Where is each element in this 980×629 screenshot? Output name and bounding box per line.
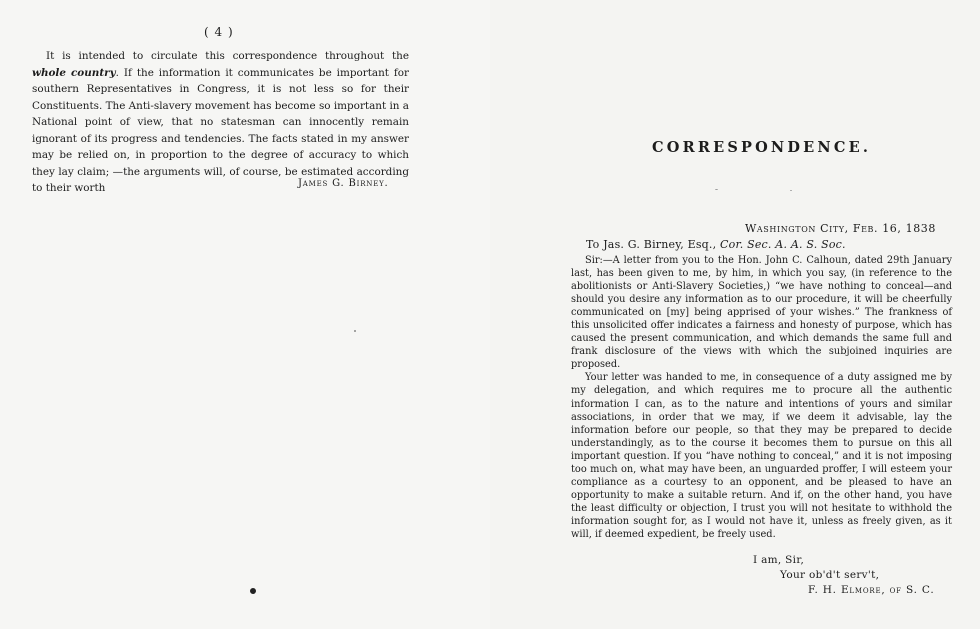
- dateline: Washington City, Feb. 16, 1838: [745, 222, 936, 235]
- intro-text-rest: . If the information it communicates be important for southern Representatives in Congress, it is not less so for their Constituents. The Anti-slavery movement has become so important in a National point of view, that no statesman can innocently remain ignorant of its progress and tendencies. The facts stated in my answer may be relied on, in proportion to the degree of accuracy to which they lay claim; —the arguments will, of course, be estimated according to their worth: [32, 66, 409, 194]
- ink-speck: [354, 330, 356, 332]
- emphasis-country: country: [70, 66, 116, 79]
- intro-text-start: It is intended to circulate this correspondence throughout the: [46, 50, 409, 62]
- page-number: ( 4 ): [204, 25, 234, 39]
- emphasis-whole: whole: [32, 66, 66, 79]
- ink-speck: [250, 588, 256, 594]
- closing-line: Your ob'd't serv't,: [780, 569, 880, 581]
- letter-paragraph: Your letter was handed to me, in consequence of a duty assigned me by my delegation, and which requires me to procure all the authentic information I can, as to the nature and intentions of yours and similar associations, in order that we may, if we deem it advisable, lay the information before our people, so that they may be prepared to decide understandingly, as to the course it becomes them to pursue on this all important question. If you “have nothing to conceal,” and it is not imposing too much on, what may have been, an unguarded proffer, I will esteem your compliance as a courtesy to an opponent, and be pleased to have an opportunity to make a suitable return. And if, on the other hand, you have the least difficulty or objection, I trust you will not hesitate to withhold the information sought for, as I would not have it, unless as freely given, as it will, if deemed expedient, be freely used.: [571, 372, 952, 540]
- intro-signature: James G. Birney.: [298, 178, 389, 189]
- intro-paragraph: [32, 48, 409, 197]
- ink-speck: [790, 190, 792, 191]
- correspondence-heading: CORRESPONDENCE.: [652, 139, 872, 156]
- closing-line: I am, Sir,: [753, 554, 805, 566]
- salutation: [586, 238, 846, 251]
- ink-speck: [715, 189, 718, 190]
- salutation-title: Cor. Sec. A. A. S. Soc.: [720, 238, 846, 251]
- letter-body: [571, 254, 952, 541]
- letter-signature: F. H. Elmore, of S. C.: [808, 584, 935, 596]
- salutation-recipient: To Jas. G. Birney, Esq.,: [586, 238, 721, 251]
- letter-paragraph: Sir:—A letter from you to the Hon. John C. Calhoun, dated 29th January last, has been given to me, by him, in which you say, (in reference to the abolitionists or Anti-Slavery Societies,) “we have nothing to conceal—and should you desire any information as to our procedure, it will be cheerfully communicated on [my] being apprised of your wishes.” The frankness of this unsolicited offer indicates a fairness and honesty of purpose, which has caused the present communication, and which demands the same full and frank disclosure of the views with which the subjoined inquiries are proposed.: [571, 255, 952, 371]
